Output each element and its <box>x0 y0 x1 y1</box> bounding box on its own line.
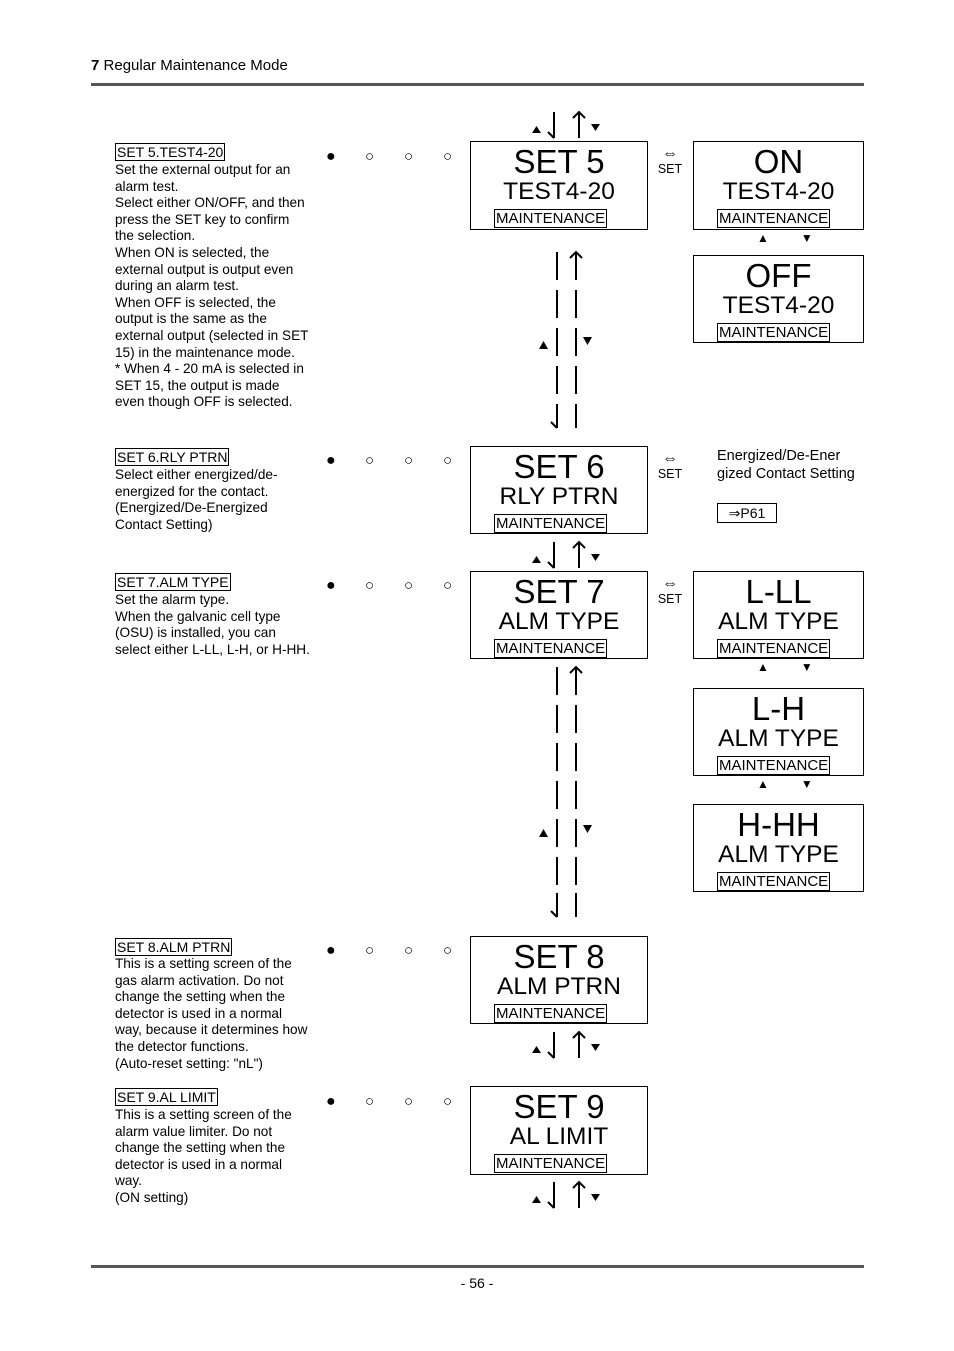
swap-arrow-icon: ⇔ <box>662 450 678 467</box>
display-mode-label: MAINTENANCE <box>496 1005 606 1022</box>
indicator-empty-dot: ○ <box>365 1093 375 1110</box>
indicator-filled-dot: ● <box>326 577 336 594</box>
swap-arrow-icon: ⇔ <box>662 575 678 592</box>
set6-display <box>470 446 648 534</box>
indicator-empty-dot: ○ <box>443 1093 453 1110</box>
up-triangle-icon: ▲ <box>757 777 769 791</box>
page-number: - 56 - <box>460 1275 494 1291</box>
swap-arrow-icon: ⇔ <box>662 145 678 162</box>
set5-description: Set the external output for an alarm test. Select either ON/OFF, and then press the SET key to confirm the selection. When ON is selected, the external output is output even during an alarm test. When OFF is selected, the output is the same as the external output (selected in SET 15) in the maintenance mode. * When 4 - 20 mA is selected in SET 15, the output is made even though OFF is selected. <box>115 162 309 410</box>
set6-page-reference[interactable]: ⇒P61 <box>717 503 777 523</box>
display-mode-label: MAINTENANCE <box>719 210 829 227</box>
display-mode-label: MAINTENANCE <box>719 873 829 890</box>
display-line2: ALM TYPE <box>498 608 620 635</box>
display-mode-label: MAINTENANCE <box>719 324 829 341</box>
set6-description: Select either energized/de-energized for the contact. (Energized/De-Energized Contact Setting) <box>115 467 278 532</box>
set7-description: Set the alarm type. When the galvanic cell type (OSU) is installed, you can select either L-LL, L-H, or H-HH. <box>115 592 310 657</box>
indicator-empty-dot: ○ <box>365 942 375 959</box>
indicator-filled-dot: ● <box>326 452 336 469</box>
indicator-empty-dot: ○ <box>365 452 375 469</box>
up-down-arrow-icon <box>530 540 604 570</box>
set7-option-lll-display <box>693 571 864 659</box>
set-key-label: SET <box>657 467 683 481</box>
set6-note: Energized/De-Ener gized Contact Setting <box>717 448 855 482</box>
display-line1: SET 9 <box>513 1088 605 1125</box>
set5-indicator-dots <box>326 148 462 164</box>
indicator-empty-dot: ○ <box>404 1093 414 1110</box>
display-line1: ON <box>753 143 804 180</box>
indicator-empty-dot: ○ <box>443 452 453 469</box>
set7-set-key <box>655 576 685 606</box>
indicator-empty-dot: ○ <box>365 148 375 165</box>
indicator-filled-dot: ● <box>326 148 336 165</box>
option-nav-arrows <box>757 777 813 791</box>
display-line2: ALM PTRN <box>497 973 621 1000</box>
indicator-filled-dot: ● <box>326 942 336 959</box>
set9-tag: SET 9.AL LIMIT <box>117 1089 216 1105</box>
set8-description: This is a setting screen of the gas alarm activation. Do not change the setting when the detector is used in a normal way, because it determines how the detector functions. (Auto-reset setting: "nL") <box>115 956 308 1071</box>
indicator-empty-dot: ○ <box>404 577 414 594</box>
indicator-filled-dot: ● <box>326 1093 336 1110</box>
indicator-empty-dot: ○ <box>443 148 453 165</box>
display-line1: H-HH <box>737 806 820 843</box>
indicator-empty-dot: ○ <box>365 577 375 594</box>
display-line2: ALM TYPE <box>718 841 839 868</box>
down-triangle-icon: ▼ <box>800 231 813 245</box>
down-triangle-icon: ▼ <box>800 660 813 674</box>
display-mode-label: MAINTENANCE <box>719 757 829 774</box>
option-nav-arrows <box>757 660 813 674</box>
set6-indicator-dots <box>326 452 462 468</box>
set9-indicator-dots <box>326 1093 462 1109</box>
display-line1: SET 5 <box>513 143 605 180</box>
page-header <box>91 57 288 74</box>
set-key-label: SET <box>657 592 683 606</box>
set7-tag: SET 7.ALM TYPE <box>117 574 229 590</box>
display-mode-label: MAINTENANCE <box>719 640 829 657</box>
display-line1: OFF <box>745 257 812 294</box>
set7-option-hhh-display <box>693 804 864 892</box>
display-line2: TEST4-20 <box>722 292 835 319</box>
set5-tag: SET 5.TEST4-20 <box>117 144 224 160</box>
set9-display <box>470 1086 648 1175</box>
indicator-empty-dot: ○ <box>404 942 414 959</box>
footer-rule <box>91 1265 864 1268</box>
set5-display <box>470 141 648 230</box>
set8-tag: SET 8.ALM PTRN <box>117 939 231 955</box>
indicator-empty-dot: ○ <box>404 148 414 165</box>
display-mode-label: MAINTENANCE <box>496 210 606 227</box>
long-up-down-arrow-icon <box>535 665 599 920</box>
display-mode-label: MAINTENANCE <box>496 515 606 532</box>
set-key-label: SET <box>657 162 683 176</box>
set7-display <box>470 571 648 659</box>
indicator-empty-dot: ○ <box>404 452 414 469</box>
chapter-number: 7 <box>91 57 100 74</box>
set7-indicator-dots <box>326 577 462 593</box>
down-triangle-icon: ▼ <box>800 777 813 791</box>
set6-set-key <box>655 451 685 481</box>
display-line2: ALM TYPE <box>718 608 839 635</box>
option-nav-arrows <box>757 231 813 245</box>
up-down-arrow-icon <box>530 110 604 140</box>
display-line1: SET 6 <box>513 448 605 485</box>
display-line2: TEST4-20 <box>722 178 835 205</box>
display-line1: L-LL <box>745 573 812 610</box>
long-up-down-arrow-icon <box>535 250 599 430</box>
display-mode-label: MAINTENANCE <box>496 640 606 657</box>
display-mode-label: MAINTENANCE <box>496 1155 606 1172</box>
set6-tag: SET 6.RLY PTRN <box>117 449 228 465</box>
display-line2: AL LIMIT <box>509 1123 609 1150</box>
up-triangle-icon: ▲ <box>757 231 769 245</box>
display-line2: TEST4-20 <box>503 178 615 205</box>
display-line1: SET 7 <box>513 573 605 610</box>
set5-set-key <box>655 146 685 176</box>
display-line2: RLY PTRN <box>499 483 619 510</box>
set9-description: This is a setting screen of the alarm value limiter. Do not change the setting when the detector is used in a normal way. (ON setting) <box>115 1107 292 1205</box>
display-line1: L-H <box>751 690 806 727</box>
set8-display <box>470 936 648 1024</box>
set5-option-off-display <box>693 255 864 343</box>
set8-indicator-dots <box>326 942 462 958</box>
display-line2: ALM TYPE <box>718 725 839 752</box>
indicator-empty-dot: ○ <box>443 942 453 959</box>
display-line1: SET 8 <box>513 938 605 975</box>
set5-option-on-display <box>693 141 864 230</box>
header-rule <box>91 83 864 86</box>
up-triangle-icon: ▲ <box>757 660 769 674</box>
chapter-title: Regular Maintenance Mode <box>103 57 288 74</box>
up-down-arrow-icon <box>530 1030 604 1060</box>
indicator-empty-dot: ○ <box>443 577 453 594</box>
set7-option-lh-display <box>693 688 864 776</box>
up-down-arrow-icon <box>530 1180 604 1210</box>
